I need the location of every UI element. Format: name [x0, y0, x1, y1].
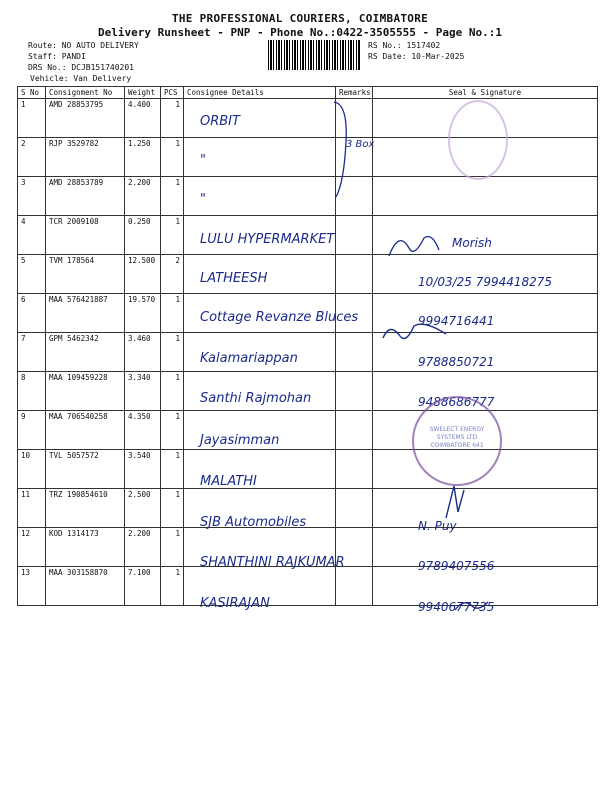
- remarks-cell: [336, 489, 373, 528]
- cell-sno: 5: [18, 255, 46, 294]
- cell-weight: 7.100: [125, 567, 161, 606]
- cell-sno: 11: [18, 489, 46, 528]
- cell-weight: 19.570: [125, 294, 161, 333]
- cell-pcs: 1: [161, 489, 184, 528]
- col-seal: Seal & Signature: [373, 87, 598, 99]
- handwritten-consignee: ": [200, 153, 206, 168]
- cell-weight: 1.250: [125, 138, 161, 177]
- handwritten-signature: 9994716441: [418, 314, 495, 328]
- cell-pcs: 1: [161, 411, 184, 450]
- col-pcs: PCS: [161, 87, 184, 99]
- cell-cno: TCR 2009108: [46, 216, 125, 255]
- cell-sno: 10: [18, 450, 46, 489]
- cell-sno: 12: [18, 528, 46, 567]
- handwritten-signature: 9488686777: [418, 395, 495, 409]
- cell-weight: 3.340: [125, 372, 161, 411]
- meta-right: [368, 40, 464, 62]
- rs-date-text: RS Date: 10-Mar-2025: [368, 52, 465, 61]
- meta-left: [28, 40, 139, 84]
- remarks-cell: [336, 216, 373, 255]
- cell-weight: 2.500: [125, 489, 161, 528]
- cell-pcs: 1: [161, 177, 184, 216]
- table-row: [18, 138, 598, 177]
- cell-pcs: 1: [161, 138, 184, 177]
- signature-scribble-13: [452, 596, 492, 614]
- remarks-cell: [336, 372, 373, 411]
- consignee-cell: [184, 138, 336, 177]
- remarks-cell: [336, 567, 373, 606]
- handwritten-consignee: SJB Automobiles: [200, 515, 307, 530]
- cell-cno: TVM 178564: [46, 255, 125, 294]
- table-row: [18, 489, 598, 528]
- remarks-cell: [336, 255, 373, 294]
- handwritten-consignee: ORBIT: [200, 114, 240, 129]
- handwritten-consignee: Cottage Revanze Bluces: [200, 310, 359, 325]
- remarks-cell: [336, 411, 373, 450]
- cell-pcs: 2: [161, 255, 184, 294]
- handwritten-signature: 10/03/25 7994418275: [418, 275, 553, 289]
- col-sno: S No: [18, 87, 46, 99]
- remarks-cell: [336, 333, 373, 372]
- remarks-cell: [336, 450, 373, 489]
- cell-cno: GPM 5462342: [46, 333, 125, 372]
- col-remarks: Remarks: [336, 87, 373, 99]
- handwritten-remarks: 3 Box: [346, 139, 375, 150]
- table-row: [18, 177, 598, 216]
- drs-text: DRS No.: DCJB151740201: [28, 63, 134, 72]
- table-row: [18, 411, 598, 450]
- handwritten-consignee: ": [200, 192, 206, 207]
- sign-cell: [373, 489, 598, 528]
- cell-pcs: 1: [161, 216, 184, 255]
- handwritten-consignee: KASIRAJAN: [200, 596, 270, 611]
- col-weight: Weight: [125, 87, 161, 99]
- cell-pcs: 1: [161, 450, 184, 489]
- cell-pcs: 1: [161, 372, 184, 411]
- cell-sno: 4: [18, 216, 46, 255]
- cell-weight: 2.200: [125, 177, 161, 216]
- handwritten-consignee: Santhi Rajmohan: [200, 391, 312, 406]
- signature-scribble-4: [384, 228, 444, 262]
- handwritten-signature: N. Puy: [418, 519, 457, 533]
- seal-stamp-top: [448, 100, 508, 180]
- handwritten-signature: 9940677735: [418, 600, 495, 614]
- cell-cno: MAA 303158870: [46, 567, 125, 606]
- handwritten-consignee: SHANTHINI RAJKUMAR: [200, 555, 345, 570]
- runsheet-table: [17, 86, 598, 606]
- cell-cno: MAA 576421887: [46, 294, 125, 333]
- rs-no-text: RS No.: 1517402: [368, 41, 441, 50]
- table-row: [18, 567, 598, 606]
- cell-weight: 0.250: [125, 216, 161, 255]
- handwritten-signature: 9789407556: [418, 559, 495, 573]
- cell-cno: AMD 28853789: [46, 177, 125, 216]
- handwritten-signature: 9788850721: [418, 355, 495, 369]
- signature-scribble-10: [440, 482, 470, 522]
- cell-weight: 12.500: [125, 255, 161, 294]
- cell-sno: 6: [18, 294, 46, 333]
- staff-text: Staff: PANDI: [28, 52, 86, 61]
- handwritten-signature: Morish: [452, 236, 492, 250]
- col-consignee: Consignee Details: [184, 87, 336, 99]
- sign-cell: [373, 177, 598, 216]
- cell-sno: 1: [18, 99, 46, 138]
- cell-weight: 3.460: [125, 333, 161, 372]
- handwritten-consignee: Jayasimman: [200, 433, 280, 448]
- cell-sno: 13: [18, 567, 46, 606]
- cell-pcs: 1: [161, 333, 184, 372]
- handwritten-consignee: LULU HYPERMARKET: [200, 232, 335, 247]
- handwritten-consignee: Kalamariappan: [200, 351, 298, 366]
- energy-systems-stamp: [412, 396, 502, 486]
- cell-weight: 3.540: [125, 450, 161, 489]
- cell-cno: RJP 3529782: [46, 138, 125, 177]
- barcode: [268, 40, 360, 70]
- cell-sno: 2: [18, 138, 46, 177]
- document-subtitle: Delivery Runsheet - PNP - Phone No.:0422-3505555 - Page No.:1: [98, 26, 502, 39]
- cell-pcs: 1: [161, 294, 184, 333]
- col-consignment: Consignment No: [46, 87, 125, 99]
- cell-cno: KOD 1314173: [46, 528, 125, 567]
- cell-sno: 8: [18, 372, 46, 411]
- cell-cno: MAA 109459228: [46, 372, 125, 411]
- vehicle-text: Vehicle: Van Delivery: [30, 74, 132, 83]
- cell-cno: AMD 28853795: [46, 99, 125, 138]
- table-row: [18, 450, 598, 489]
- cell-pcs: 1: [161, 528, 184, 567]
- cell-pcs: 1: [161, 567, 184, 606]
- cell-cno: TRZ 190854610: [46, 489, 125, 528]
- consignee-cell: [184, 177, 336, 216]
- cell-pcs: 1: [161, 99, 184, 138]
- signature-scribble-6: [380, 318, 450, 348]
- handwritten-consignee: LATHEESH: [200, 271, 268, 286]
- table-row: [18, 333, 598, 372]
- cell-cno: TVL 5057572: [46, 450, 125, 489]
- route-text: Route: NO AUTO DELIVERY: [28, 41, 139, 50]
- cell-weight: 2.200: [125, 528, 161, 567]
- cell-sno: 3: [18, 177, 46, 216]
- handwritten-consignee: MALATHI: [200, 474, 257, 489]
- cell-sno: 9: [18, 411, 46, 450]
- cell-sno: 7: [18, 333, 46, 372]
- table-header-row: [18, 87, 598, 99]
- document-title: THE PROFESSIONAL COURIERS, COIMBATORE: [171, 12, 429, 25]
- cell-weight: 4.350: [125, 411, 161, 450]
- table-row: [18, 99, 598, 138]
- cell-weight: 4.400: [125, 99, 161, 138]
- cell-cno: MAA 706540258: [46, 411, 125, 450]
- bracket-scribble: [330, 92, 360, 202]
- energy-stamp-text: SWELECT ENERGY SYSTEMS LTD COIMBATORE 641: [429, 426, 485, 449]
